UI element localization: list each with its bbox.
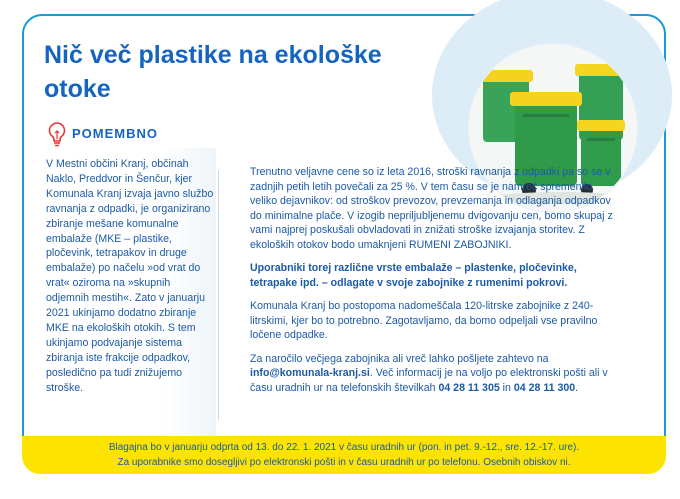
banner-line-1: Blagajna bo v januarju odprta od 13. do 22. 1. 2021 v času uradnih ur (pon. in pet. 9.-12., sre. 12.-17. ure). [108, 442, 580, 453]
banner-text [22, 440, 666, 470]
paragraph-instructions: Uporabniki torej različne vrste embalaže – plastenke, pločevinke, tetrapake ipd. – odlagate v svoje zabojnike z rumenimi pokrovi. [250, 262, 577, 289]
phone-number-2[interactable]: 04 28 11 300 [513, 381, 576, 394]
contact-end: . [575, 381, 579, 394]
paragraph-prices: Trenutno veljavne cene so iz leta 2016, stroški ravnanja z odpadki pa so se v zadnjih petih letih povečali za 25 %. V tem času se je namreč spremenilo veliko dejavnikov: od stroškov prevozov, prevzemanja in odlaganja odpadkov do minimalne plače. V izogib nepriljubljenemu dvigovanju cen, bomo skupaj z vami najprej poskušali obvladovati in znižati stroške izvajanja storitev. Z ekoloških otokov bodo umaknjeni RUMENI ZABOJNIKI. [250, 166, 613, 251]
paragraph-replacement: Komunala Kranj bo postopoma nadomeščala 120-litrske zabojnike z 240-litrskimi, kjer bo to potrebno. Zagotavljamo, da bomo odpeljali vse pravilno ločene odpadke. [250, 300, 598, 341]
phone-number-1[interactable]: 04 28 11 305 [438, 381, 500, 394]
lightbulb-icon [46, 120, 68, 148]
paragraph-contact [250, 352, 618, 396]
contact-lead: Za naročilo večjega zabojnika ali vreč lahko pošljete zahtevo na [250, 352, 549, 365]
contact-mid: . Več informacij je na voljo po elektronski pošti ali v času uradnih ur na telefonskih številkah [250, 367, 608, 394]
main-content [250, 165, 618, 404]
column-divider [218, 170, 219, 420]
sidebar-text: V Mestni občini Kranj, občinah Naklo, Preddvor in Šenčur, kjer Komunala Kranj izvaja javno službo ravnanja z odpadki, je organizirano zbiranje mešane komunalne embalaže (MKE – plastike, pločevink, tetrapakov in druge embalaže) po načelu »od vrat do vrat« oziroma na »skupnih odjemnih mestih«. Zato v januarju 2021 ukinjamo dodatno zbiranje MKE na ekoloških otokih. S tem ukinjamo podvajanje sistema zbiranja iste frakcije odpadkov, posledično pa tudi znižujemo stroške. [46, 158, 214, 394]
contact-join: in [499, 381, 514, 394]
important-heading: POMEMBNO [72, 126, 158, 141]
banner-line-2: Za uporabnike smo dosegljivi po elektronski pošti in v času uradnih ur po telefonu. Osebnih obiskov ni. [117, 457, 571, 468]
page-title: Nič več plastike na ekološke otoke [44, 41, 382, 103]
email-link[interactable]: info@komunala-kranj.si [250, 367, 370, 379]
